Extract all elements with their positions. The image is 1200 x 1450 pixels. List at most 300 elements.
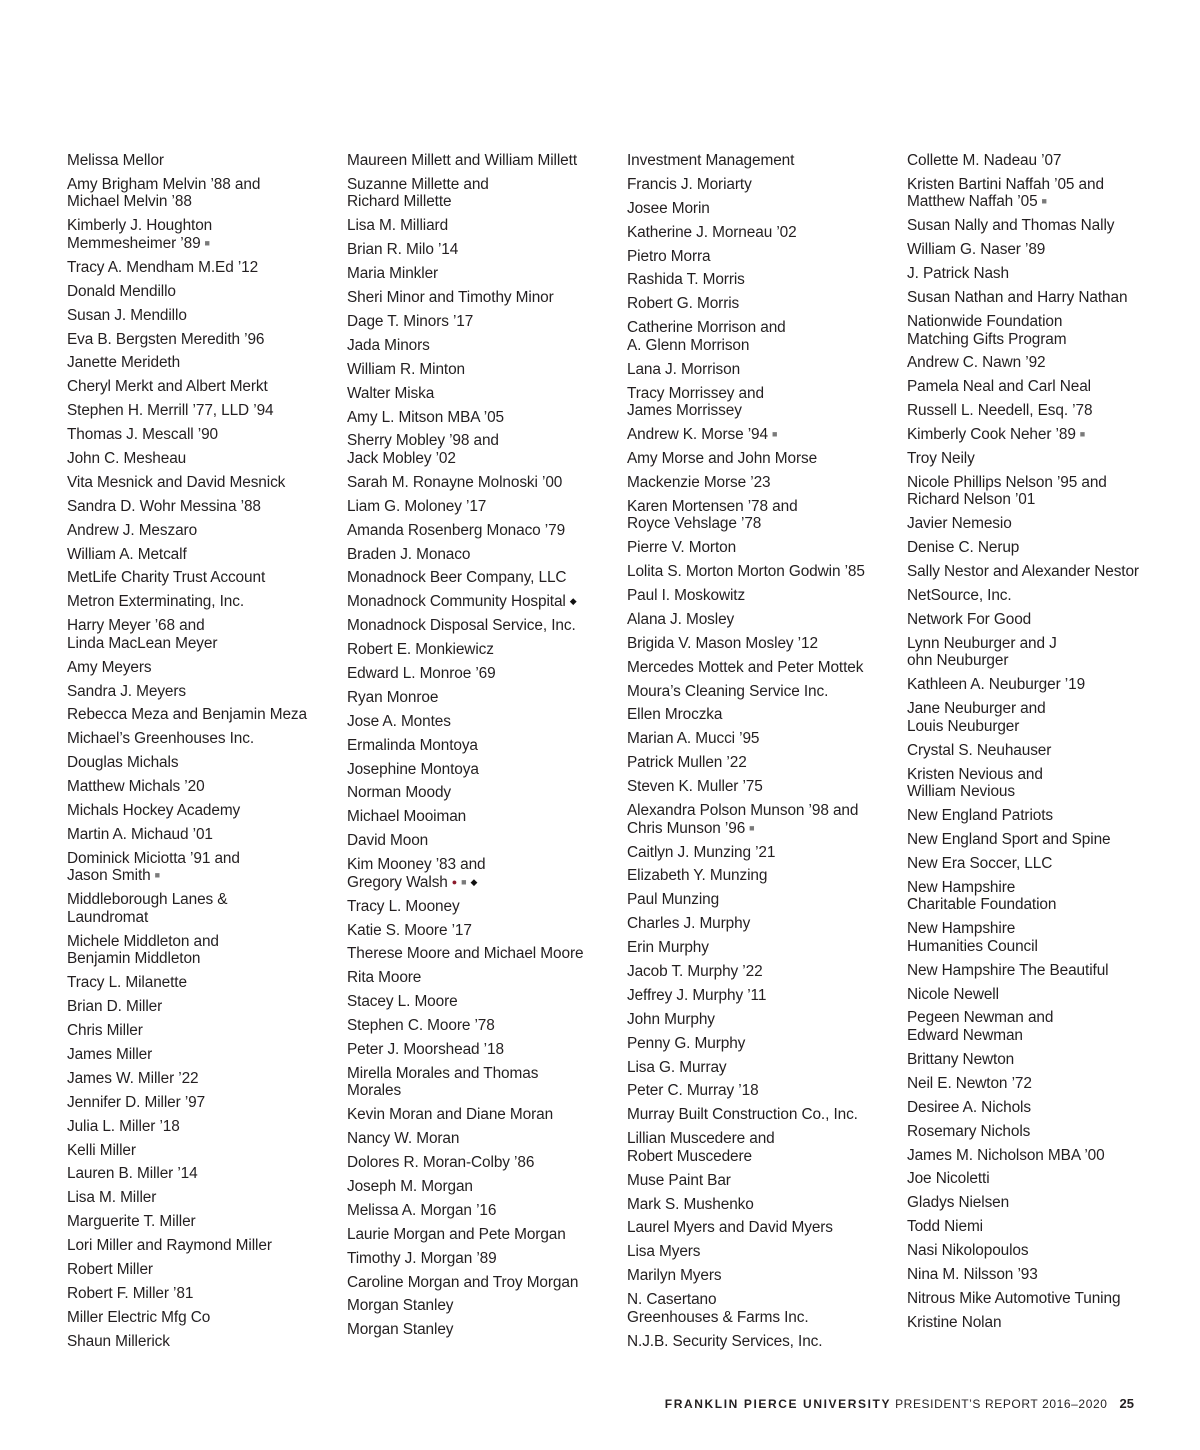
donor-name-line: Caitlyn J. Munzing ’21 xyxy=(627,843,776,861)
donor-name-line: Lori Miller and Raymond Miller xyxy=(67,1237,272,1255)
donor-entry xyxy=(627,939,907,957)
donor-entry xyxy=(67,1022,347,1040)
donor-entry xyxy=(347,617,627,635)
donor-entry xyxy=(627,1196,907,1214)
donor-entry xyxy=(627,271,907,289)
donor-name-line: Norman Moody xyxy=(347,784,452,802)
donor-entry xyxy=(907,879,1187,914)
donor-name-line: New Hampshire xyxy=(907,920,1016,938)
donor-entry xyxy=(347,432,627,467)
donor-name-line: Melissa Mellor xyxy=(67,152,164,169)
donor-entry xyxy=(907,1266,1187,1284)
donor-name-line: Rebecca Meza and Benjamin Meza xyxy=(67,706,307,724)
donor-entry xyxy=(67,1309,347,1327)
page-footer xyxy=(665,1396,1134,1411)
donor-entry xyxy=(907,635,1187,670)
donor-name-line: Amy Brigham Melvin ’88 and xyxy=(67,175,261,193)
donor-name-line: Troy Neily xyxy=(907,449,975,467)
circle-marker-icon: ● xyxy=(451,876,458,887)
donor-entry xyxy=(907,587,1187,605)
page-number: 25 xyxy=(1119,1396,1134,1411)
donor-name-line: Maria Minkler xyxy=(347,265,439,283)
donor-entry xyxy=(67,891,347,926)
donor-name-line: Mirella Morales and Thomas xyxy=(347,1064,539,1082)
donor-name-line: Laundromat xyxy=(67,908,149,926)
donor-name-line: Cheryl Merkt and Albert Merkt xyxy=(67,378,268,396)
donor-entry xyxy=(627,1082,907,1100)
donor-entry xyxy=(67,593,347,611)
donor-name-line: Eva B. Bergsten Meredith ’96 xyxy=(67,330,265,348)
donor-name-line: Andrew C. Nawn ’92 xyxy=(907,354,1046,372)
donor-name-line: Nina M. Nilsson ’93 xyxy=(907,1265,1038,1283)
donor-name-line: Josee Morin xyxy=(627,199,710,217)
donor-entry xyxy=(627,1035,907,1053)
donor-entry xyxy=(67,217,347,252)
donor-name-line: New England Patriots xyxy=(907,807,1053,825)
donor-entry xyxy=(347,409,627,427)
donor-entry xyxy=(347,898,627,916)
donor-name-line: Charles J. Murphy xyxy=(627,915,751,933)
donor-entry xyxy=(67,569,347,587)
donor-name-line: Susan J. Mendillo xyxy=(67,306,187,324)
donor-name-line: Robert Muscedere xyxy=(627,1147,753,1165)
donor-name-line: ohn Neuburger xyxy=(907,652,1009,670)
donor-name-line: Peter C. Murray ’18 xyxy=(627,1082,759,1100)
donor-name-line: Brittany Newton xyxy=(907,1050,1015,1068)
donor-entry xyxy=(347,1017,627,1035)
square-marker-icon: ■ xyxy=(771,429,778,440)
donor-entry xyxy=(627,1267,907,1285)
donor-name-line: Investment Management xyxy=(627,152,795,169)
donor-entry xyxy=(67,283,347,301)
donor-entry xyxy=(67,1237,347,1255)
square-marker-icon: ■ xyxy=(749,822,755,833)
donor-entry xyxy=(347,808,627,826)
donor-name-line: Michael Melvin ’88 xyxy=(67,193,192,211)
donor-name-line: Pamela Neal and Carl Neal xyxy=(907,378,1091,396)
donor-name-line: N.J.B. Security Services, Inc. xyxy=(627,1332,823,1350)
donor-name-line: Donald Mendillo xyxy=(67,282,176,300)
donor-name-line: Andrew J. Meszaro xyxy=(67,521,198,539)
donor-name-line: Brigida V. Mason Mosley ’12 xyxy=(627,634,818,652)
donor-name-line: Robert G. Morris xyxy=(627,295,740,313)
donor-name-line: Chris Munson ’96 ■ xyxy=(627,819,755,837)
donor-name-line: Morgan Stanley xyxy=(347,1321,454,1339)
square-marker-icon: ■ xyxy=(204,237,210,248)
donor-entry xyxy=(67,826,347,844)
donor-name-line: Greenhouses & Farms Inc. xyxy=(627,1308,809,1326)
footer-report-title: PRESIDENT’S REPORT 2016–2020 xyxy=(895,1397,1108,1411)
donor-name-line: Ryan Monroe xyxy=(347,688,439,706)
donor-name-line: Steven K. Muller ’75 xyxy=(627,778,763,796)
donor-entry xyxy=(67,659,347,677)
donor-entry xyxy=(627,1291,907,1326)
donor-name-line: Paul Munzing xyxy=(627,891,720,909)
donor-entry xyxy=(347,1274,627,1292)
donor-entry xyxy=(67,152,347,170)
donor-name-line: Katherine J. Morneau ’02 xyxy=(627,223,797,241)
donor-entry xyxy=(347,761,627,779)
donor-name-line: Dage T. Minors ’17 xyxy=(347,312,474,330)
donor-entry xyxy=(67,974,347,992)
donor-entry xyxy=(627,802,907,837)
donor-entry xyxy=(67,1046,347,1064)
donor-entry xyxy=(67,498,347,516)
donor-name-line: Caroline Morgan and Troy Morgan xyxy=(347,1273,579,1291)
donor-name-line: Sandra J. Meyers xyxy=(67,682,187,700)
donor-name-line: Andrew K. Morse ’94 ■ xyxy=(627,426,778,444)
donor-entry xyxy=(907,474,1187,509)
donor-entry xyxy=(347,176,627,211)
donor-name-line: Lauren B. Miller ’14 xyxy=(67,1165,198,1183)
donor-entry xyxy=(347,1154,627,1172)
donor-name-line: Michael Mooiman xyxy=(347,808,467,826)
donor-entry xyxy=(347,665,627,683)
donor-name-line: Lisa Myers xyxy=(627,1243,701,1261)
donor-name-line: Kristen Bartini Naffah ’05 and xyxy=(907,175,1104,193)
donor-entry xyxy=(907,176,1187,211)
donor-name-line: Alexandra Polson Munson ’98 and xyxy=(627,802,859,820)
donor-entry xyxy=(67,378,347,396)
donor-name-line: Susan Nathan and Harry Nathan xyxy=(907,289,1128,307)
donor-entry xyxy=(627,730,907,748)
donor-name-line: Liam G. Moloney ’17 xyxy=(347,497,487,515)
donor-name-line: Paul I. Moskowitz xyxy=(627,587,746,605)
donor-entry xyxy=(67,730,347,748)
donor-entry xyxy=(347,593,627,611)
donor-name-line: Peter J. Moorshead ’18 xyxy=(347,1040,504,1058)
square-marker-icon: ■ xyxy=(1041,196,1047,207)
diamond-marker-icon: ◆ xyxy=(569,596,577,607)
donor-name-line: Janette Merideth xyxy=(67,354,181,372)
donor-entry xyxy=(627,683,907,701)
donor-name-line: Laurie Morgan and Pete Morgan xyxy=(347,1225,566,1243)
donor-entry xyxy=(347,385,627,403)
donor-name-line: Humanities Council xyxy=(907,937,1038,955)
donor-entry xyxy=(627,1011,907,1029)
donor-entry xyxy=(347,993,627,1011)
donor-entry xyxy=(907,920,1187,955)
donor-name-line: Kevin Moran and Diane Moran xyxy=(347,1106,554,1124)
donor-entry xyxy=(627,891,907,909)
donor-name-line: Pierre V. Morton xyxy=(627,539,737,557)
donor-name-line: Lisa G. Murray xyxy=(627,1058,727,1076)
donor-column-4 xyxy=(907,152,1187,1357)
donor-entry xyxy=(627,915,907,933)
donor-entry xyxy=(907,1290,1187,1308)
donor-entry xyxy=(627,963,907,981)
donor-name-line: Francis J. Moriarty xyxy=(627,175,752,193)
donor-entry xyxy=(347,1226,627,1244)
donor-name-line: Jane Neuburger and xyxy=(907,700,1046,718)
donor-name-line: Kelli Miller xyxy=(67,1141,136,1159)
donor-name-line: Karen Mortensen ’78 and xyxy=(627,497,798,515)
donor-name-line: Lana J. Morrison xyxy=(627,360,741,378)
donor-entry xyxy=(627,474,907,492)
donor-name-line: Katie S. Moore ’17 xyxy=(347,921,472,939)
donor-entry xyxy=(347,784,627,802)
donor-entry xyxy=(347,713,627,731)
donor-name-line: William A. Metcalf xyxy=(67,545,187,563)
donor-name-line: Marguerite T. Miller xyxy=(67,1213,196,1231)
donor-name-line: Middleborough Lanes & xyxy=(67,891,228,909)
donor-name-line: James M. Nicholson MBA ’00 xyxy=(907,1146,1105,1164)
donor-name-line: Erin Murphy xyxy=(627,939,709,957)
donor-name-line: Robert E. Monkiewicz xyxy=(347,641,494,659)
donor-name-line: Amy Morse and John Morse xyxy=(627,449,818,467)
donor-name-line: Laurel Myers and David Myers xyxy=(627,1219,833,1237)
donor-name-line: Nancy W. Moran xyxy=(347,1130,460,1148)
donor-name-line: James Miller xyxy=(67,1045,153,1063)
donor-entry xyxy=(907,539,1187,557)
donor-name-line: Lynn Neuburger and J xyxy=(907,634,1057,652)
donor-name-line: Kristen Nevious and xyxy=(907,765,1043,783)
donor-name-line: Elizabeth Y. Munzing xyxy=(627,867,768,885)
donor-entry xyxy=(67,307,347,325)
donor-name-line: Network For Good xyxy=(907,610,1032,628)
donor-entry xyxy=(347,1130,627,1148)
donor-entry xyxy=(627,539,907,557)
donor-name-line: Julia L. Miller ’18 xyxy=(67,1117,180,1135)
donor-entry xyxy=(347,1041,627,1059)
donor-entry xyxy=(627,361,907,379)
donor-entry xyxy=(627,385,907,420)
donor-list xyxy=(67,152,1187,1357)
donor-name-line: Jacob T. Murphy ’22 xyxy=(627,962,763,980)
donor-entry xyxy=(67,1261,347,1279)
donor-entry xyxy=(347,498,627,516)
donor-name-line: Nicole Phillips Nelson ’95 and xyxy=(907,473,1107,491)
donor-entry xyxy=(907,1314,1187,1332)
donor-entry xyxy=(67,402,347,420)
donor-entry xyxy=(907,1099,1187,1117)
donor-entry xyxy=(907,1218,1187,1236)
donor-entry xyxy=(627,1130,907,1165)
donor-name-line: Michele Middleton and xyxy=(67,932,219,950)
donor-name-line: Lillian Muscedere and xyxy=(627,1130,775,1148)
donor-entry xyxy=(347,832,627,850)
donor-name-line: Memmesheimer ’89 ■ xyxy=(67,234,210,252)
donor-entry xyxy=(347,474,627,492)
donor-name-line: Lolita S. Morton Morton Godwin ’85 xyxy=(627,563,865,581)
donor-name-line: Benjamin Middleton xyxy=(67,950,201,968)
donor-entry xyxy=(67,331,347,349)
donor-entry xyxy=(67,176,347,211)
donor-name-line: Matthew Michals ’20 xyxy=(67,778,205,796)
donor-name-line: Amy L. Mitson MBA ’05 xyxy=(347,408,504,426)
donor-entry xyxy=(627,248,907,266)
donor-entry xyxy=(347,969,627,987)
square-marker-icon: ■ xyxy=(1079,429,1086,440)
donor-entry xyxy=(67,1094,347,1112)
donor-name-line: Stephen H. Merrill ’77, LLD ’94 xyxy=(67,402,274,420)
donor-name-line: Muse Paint Bar xyxy=(627,1171,731,1189)
donor-name-line: Martin A. Michaud ’01 xyxy=(67,825,213,843)
donor-entry xyxy=(67,802,347,820)
donor-name-line: Chris Miller xyxy=(67,1022,143,1040)
donor-entry xyxy=(347,265,627,283)
donor-name-line: William Nevious xyxy=(907,783,1015,801)
donor-entry xyxy=(627,295,907,313)
donor-entry xyxy=(907,700,1187,735)
donor-entry xyxy=(627,659,907,677)
donor-name-line: Sheri Minor and Timothy Minor xyxy=(347,289,554,307)
donor-name-line: Robert F. Miller ’81 xyxy=(67,1284,194,1302)
donor-name-line: Jennifer D. Miller ’97 xyxy=(67,1093,206,1111)
donor-name-line: Tracy L. Mooney xyxy=(347,897,460,915)
donor-name-line: A. Glenn Morrison xyxy=(627,336,750,354)
donor-entry xyxy=(907,241,1187,259)
donor-name-line: Russell L. Needell, Esq. ’78 xyxy=(907,402,1093,420)
donor-entry xyxy=(347,1178,627,1196)
donor-entry xyxy=(627,635,907,653)
donor-name-line: Jada Minors xyxy=(347,336,430,354)
donor-name-line: Nasi Nikolopoulos xyxy=(907,1242,1029,1260)
donor-name-line: Matching Gifts Program xyxy=(907,330,1067,348)
donor-entry xyxy=(627,1172,907,1190)
donor-name-line: Miller Electric Mfg Co xyxy=(67,1308,211,1326)
donor-entry xyxy=(347,546,627,564)
donor-name-line: Javier Nemesio xyxy=(907,515,1012,533)
donor-name-line: Ellen Mroczka xyxy=(627,706,723,724)
donor-name-line: Joe Nicoletti xyxy=(907,1170,990,1188)
donor-name-line: Dolores R. Moran-Colby ’86 xyxy=(347,1154,535,1172)
donor-entry xyxy=(627,754,907,772)
donor-name-line: John C. Mesheau xyxy=(67,449,187,467)
donor-name-line: Braden J. Monaco xyxy=(347,545,471,563)
donor-entry xyxy=(907,611,1187,629)
donor-entry xyxy=(67,617,347,652)
donor-name-line: Kathleen A. Neuburger ’19 xyxy=(907,676,1086,694)
donor-name-line: Collette M. Nadeau ’07 xyxy=(907,152,1062,169)
donor-name-line: Walter Miska xyxy=(347,384,435,402)
donor-entry xyxy=(907,152,1187,170)
donor-name-line: Metron Exterminating, Inc. xyxy=(67,593,245,611)
donor-entry xyxy=(627,200,907,218)
donor-entry xyxy=(627,176,907,194)
donor-name-line: Louis Neuburger xyxy=(907,717,1020,735)
donor-name-line: Nitrous Mike Automotive Tuning xyxy=(907,1289,1121,1307)
donor-name-line: Kimberly J. Houghton xyxy=(67,217,213,235)
donor-name-line: Kristine Nolan xyxy=(907,1313,1002,1331)
donor-entry xyxy=(67,1165,347,1183)
donor-entry xyxy=(907,766,1187,801)
donor-entry xyxy=(907,426,1187,444)
donor-entry xyxy=(627,867,907,885)
donor-name-line: Murray Built Construction Co., Inc. xyxy=(627,1106,858,1124)
donor-entry xyxy=(907,807,1187,825)
donor-entry xyxy=(627,587,907,605)
donor-entry xyxy=(907,1051,1187,1069)
donor-entry xyxy=(907,378,1187,396)
donor-entry xyxy=(347,689,627,707)
donor-name-line: Brian D. Miller xyxy=(67,998,163,1016)
square-marker-icon: ■ xyxy=(461,876,467,887)
donor-name-line: Tracy Morrissey and xyxy=(627,384,764,402)
donor-entry xyxy=(347,856,627,891)
donor-name-line: Royce Vehslage ’78 xyxy=(627,515,762,533)
donor-name-line: New England Sport and Spine xyxy=(907,830,1111,848)
donor-entry xyxy=(67,1118,347,1136)
donor-entry xyxy=(67,706,347,724)
donor-name-line: Stephen C. Moore ’78 xyxy=(347,1017,495,1035)
donor-entry xyxy=(627,778,907,796)
donor-name-line: Jack Mobley ’02 xyxy=(347,449,456,467)
donor-name-line: Lisa M. Milliard xyxy=(347,217,449,235)
donor-name-line: Thomas J. Mescall ’90 xyxy=(67,426,219,444)
donor-entry xyxy=(347,1297,627,1315)
donor-entry xyxy=(347,641,627,659)
donor-entry xyxy=(627,987,907,1005)
donor-entry xyxy=(627,152,907,170)
donor-entry xyxy=(347,1106,627,1124)
donor-entry xyxy=(67,1189,347,1207)
donor-name-line: Mercedes Mottek and Peter Mottek xyxy=(627,658,864,676)
donor-name-line: Patrick Mullen ’22 xyxy=(627,754,747,772)
donor-name-line: Michals Hockey Academy xyxy=(67,802,241,820)
donor-name-line: Tracy L. Milanette xyxy=(67,974,187,992)
donor-entry xyxy=(67,998,347,1016)
donor-entry xyxy=(907,450,1187,468)
donor-name-line: Morgan Stanley xyxy=(347,1297,454,1315)
donor-name-line: Mark S. Mushenko xyxy=(627,1195,754,1213)
donor-entry xyxy=(907,402,1187,420)
donor-name-line: Shaun Millerick xyxy=(67,1332,170,1350)
donor-entry xyxy=(347,945,627,963)
donor-entry xyxy=(627,844,907,862)
donor-entry xyxy=(627,611,907,629)
donor-name-line: MetLife Charity Trust Account xyxy=(67,569,266,587)
donor-name-line: Therese Moore and Michael Moore xyxy=(347,945,584,963)
donor-name-line: Neil E. Newton ’72 xyxy=(907,1074,1032,1092)
donor-name-line: Susan Nally and Thomas Nally xyxy=(907,217,1115,235)
donor-entry xyxy=(627,319,907,354)
donor-name-line: Nationwide Foundation xyxy=(907,312,1063,330)
donor-name-line: Timothy J. Morgan ’89 xyxy=(347,1249,497,1267)
donor-entry xyxy=(347,1321,627,1339)
donor-entry xyxy=(907,831,1187,849)
donor-name-line: David Moon xyxy=(347,832,429,850)
donor-entry xyxy=(67,546,347,564)
donor-entry xyxy=(67,426,347,444)
donor-name-line: New Hampshire xyxy=(907,878,1016,896)
donor-name-line: Vita Mesnick and David Mesnick xyxy=(67,473,286,491)
donor-name-line: Gladys Nielsen xyxy=(907,1194,1010,1212)
donor-entry xyxy=(67,683,347,701)
donor-entry xyxy=(627,450,907,468)
donor-name-line: Crystal S. Neuhauser xyxy=(907,741,1052,759)
donor-name-line: Brian R. Milo ’14 xyxy=(347,241,459,259)
donor-entry xyxy=(907,1009,1187,1044)
donor-name-line: Jose A. Montes xyxy=(347,712,451,730)
donor-entry xyxy=(347,1250,627,1268)
donor-name-line: Rita Moore xyxy=(347,969,422,987)
donor-name-line: Maureen Millett and William Millett xyxy=(347,152,577,169)
donor-name-line: Linda MacLean Meyer xyxy=(67,634,218,652)
donor-name-line: Richard Millette xyxy=(347,193,452,211)
donor-name-line: John Murphy xyxy=(627,1010,715,1028)
donor-name-line: Stacey L. Moore xyxy=(347,993,458,1011)
donor-entry xyxy=(907,676,1187,694)
donor-entry xyxy=(347,922,627,940)
donor-name-line: Rashida T. Morris xyxy=(627,271,745,289)
donor-name-line: Kim Mooney ’83 and xyxy=(347,856,486,874)
donor-name-line: Marian A. Mucci ’95 xyxy=(627,730,760,748)
donor-name-line: Denise C. Nerup xyxy=(907,539,1020,557)
donor-entry xyxy=(907,1147,1187,1165)
donor-name-line: Sally Nestor and Alexander Nestor xyxy=(907,563,1139,581)
donor-name-line: Moura’s Cleaning Service Inc. xyxy=(627,682,829,700)
